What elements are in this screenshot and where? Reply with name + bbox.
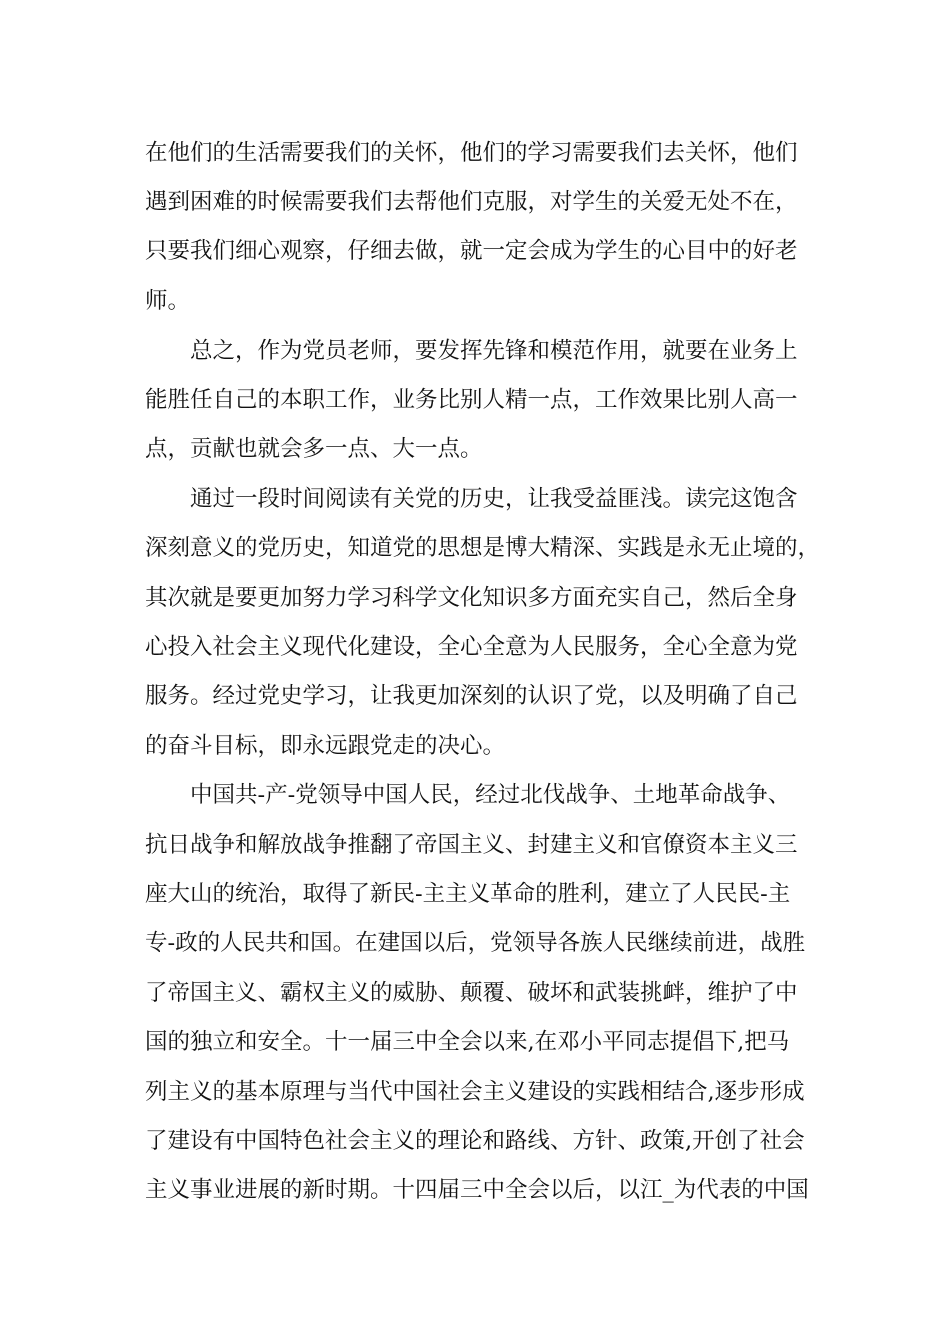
text-line: 师。 (145, 288, 191, 314)
text-line: 点，贡献也就会多一点、大一点。 (145, 436, 483, 462)
text-line: 的奋斗目标，即永远跟党走的决心。 (145, 733, 506, 759)
text-line: 只要我们细心观察，仔细去做，就一定会成为学生的心目中的好老 (145, 238, 798, 264)
text-line: 服务。经过党史学习，让我更加深刻的认识了党，以及明确了自己 (145, 683, 798, 709)
text-line: 其次就是要更加努力学习科学文化知识多方面充实自己，然后全身 (145, 585, 798, 611)
text-line: 国的独立和安全。十一届三中全会以来,在邓小平同志提倡下,把马 (145, 1029, 790, 1055)
text-line: 在他们的生活需要我们的关怀，他们的学习需要我们去关怀，他们 (145, 140, 798, 166)
paragraph-first-line: 总之，作为党员老师，要发挥先锋和模范作用，就要在业务上 (190, 338, 798, 364)
text-line: 主义事业进展的新时期。十四届三中全会以后，以江_为代表的中国 (145, 1177, 809, 1203)
text-line: 列主义的基本原理与当代中国社会主义建设的实践相结合,逐步形成 (145, 1079, 805, 1105)
text-line: 专-政的人民共和国。在建国以后，党领导各族人民继续前进，战胜 (145, 930, 806, 956)
text-line: 了建设有中国特色社会主义的理论和路线、方针、政策,开创了社会 (145, 1128, 805, 1154)
text-line: 深刻意义的党历史，知道党的思想是博大精深、实践是永无止境的， (145, 535, 821, 561)
paragraph-first-line: 通过一段时间阅读有关党的历史，让我受益匪浅。读完这饱含 (190, 486, 798, 512)
text-line: 能胜任自己的本职工作，业务比别人精一点，工作效果比别人高一 (145, 387, 798, 413)
text-line: 心投入社会主义现代化建设，全心全意为人民服务，全心全意为党 (145, 634, 798, 660)
paragraph-first-line: 中国共-产-党领导中国人民，经过北伐战争、土地革命战争、 (190, 782, 791, 808)
text-line: 遇到困难的时候需要我们去帮他们克服，对学生的关爱无处不在， (145, 189, 798, 215)
text-line: 抗日战争和解放战争推翻了帝国主义、封建主义和官僚资本主义三 (145, 832, 798, 858)
text-line: 座大山的统治，取得了新民-主主义革命的胜利，建立了人民民-主 (145, 881, 791, 907)
text-line: 了帝国主义、霸权主义的威胁、颠覆、破坏和武装挑衅，维护了中 (145, 980, 798, 1006)
